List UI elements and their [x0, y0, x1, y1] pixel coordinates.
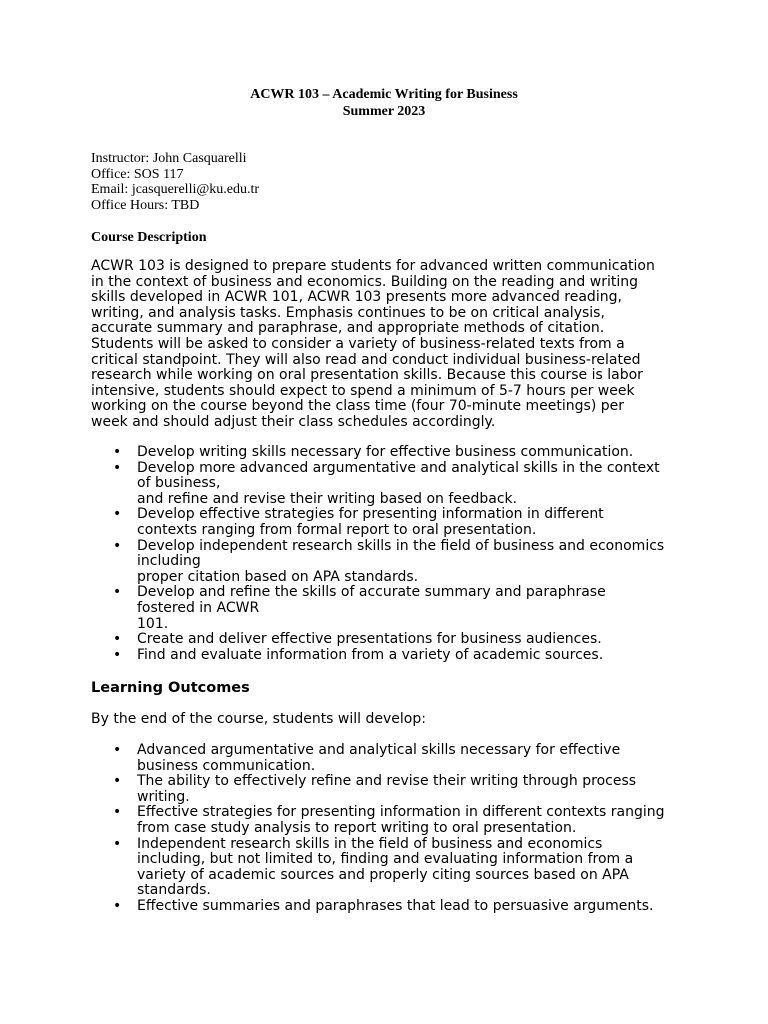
instructor-info — [91, 151, 259, 214]
list-item — [91, 461, 691, 508]
bullet-glyph: • — [113, 742, 122, 758]
goal-text: Develop and refine the skills of accurate summary and paraphrase fostered in ACWR 101. — [137, 584, 606, 632]
bullet-glyph: • — [113, 584, 122, 601]
goal-text: Develop independent research skills in the field of business and economics including proper citation based on APA standards. — [137, 537, 665, 585]
list-item — [91, 632, 691, 648]
outcome-text: The ability to effectively refine and revise their writing through process writing. — [137, 773, 637, 805]
bullet-glyph: • — [113, 897, 122, 914]
course-title: ACWR 103 – Academic Writing for Business — [250, 87, 518, 102]
bullet-glyph: • — [113, 646, 122, 663]
learning-outcomes-list — [91, 743, 691, 915]
learning-outcomes-heading: Learning Outcomes — [91, 680, 250, 696]
outcome-text: Effective summaries and paraphrases that lead to persuasive arguments. — [137, 897, 654, 914]
instructor-office-hours: Office Hours: TBD — [91, 198, 200, 214]
goal-text: Find and evaluate information from a variety of academic sources. — [137, 646, 604, 663]
learning-outcomes-intro: By the end of the course, students will develop: — [91, 711, 426, 727]
bullet-glyph: • — [113, 506, 122, 523]
course-goals-list — [91, 445, 691, 663]
bullet-glyph: • — [113, 804, 122, 821]
bullet-glyph: • — [113, 459, 122, 476]
instructor-email: Email: jcasquerelli@ku.edu.tr — [91, 182, 260, 198]
course-description-body: ACWR 103 is designed to prepare students for advanced written communication in the context of business and economics. Building on the reading and writing skills developed in ACWR 101, ACWR 103 presents more advanced reading, writing, and analysis tasks. Emphasis continues to be on critical analysis, accurate summary and paraphrase, and appropriate methods of citation. Students will be asked to consider a variety of business-related texts from a critical standpoint. They will also read and conduct individual business-related research while working on oral presentation skills. Because this course is labor intensive, students should expect to spend a minimum of 5-7 hours per week working on the course beyond the class time (four 70-minute meetings) per week and should adjust their class schedules accordingly. — [91, 258, 655, 430]
instructor-name: Instructor: John Casquarelli — [91, 151, 247, 166]
list-item — [91, 585, 691, 632]
course-term: Summer 2023 — [342, 104, 426, 119]
goal-text: Create and deliver effective presentations for business audiences. — [137, 631, 602, 648]
list-item — [91, 805, 691, 836]
list-item — [91, 539, 691, 586]
bullet-glyph: • — [113, 537, 122, 554]
goal-text: Develop effective strategies for presenting information in different contexts ranging from formal report to oral presentation. — [137, 506, 604, 538]
list-item — [91, 507, 691, 538]
bullet-glyph: • — [113, 835, 122, 852]
outcome-text: Advanced argumentative and analytical skills necessary for effective business communication. — [137, 742, 621, 774]
list-item — [91, 774, 691, 805]
course-description-heading: Course Description — [91, 230, 207, 245]
list-item — [91, 837, 691, 899]
list-item — [91, 899, 691, 915]
list-item — [91, 445, 691, 461]
bullet-glyph: • — [113, 773, 122, 790]
outcome-text: Independent research skills in the field of business and economics including, but not limited to, finding and evaluating information from a variety of academic sources and properly citing sources based on APA standards. — [137, 835, 634, 899]
outcome-text: Effective strategies for presenting information in different contexts ranging from case study analysis to report writing to oral presentation. — [137, 804, 665, 836]
instructor-office: Office: SOS 117 — [91, 166, 184, 182]
bullet-glyph: • — [113, 444, 122, 460]
bullet-glyph: • — [113, 631, 122, 648]
goal-text: Develop more advanced argumentative and analytical skills in the context of business, and refine and revise their writing based on feedback. — [137, 459, 660, 507]
list-item — [91, 743, 691, 774]
goal-text: Develop writing skills necessary for effective business communication. — [137, 444, 634, 460]
list-item — [91, 648, 691, 664]
